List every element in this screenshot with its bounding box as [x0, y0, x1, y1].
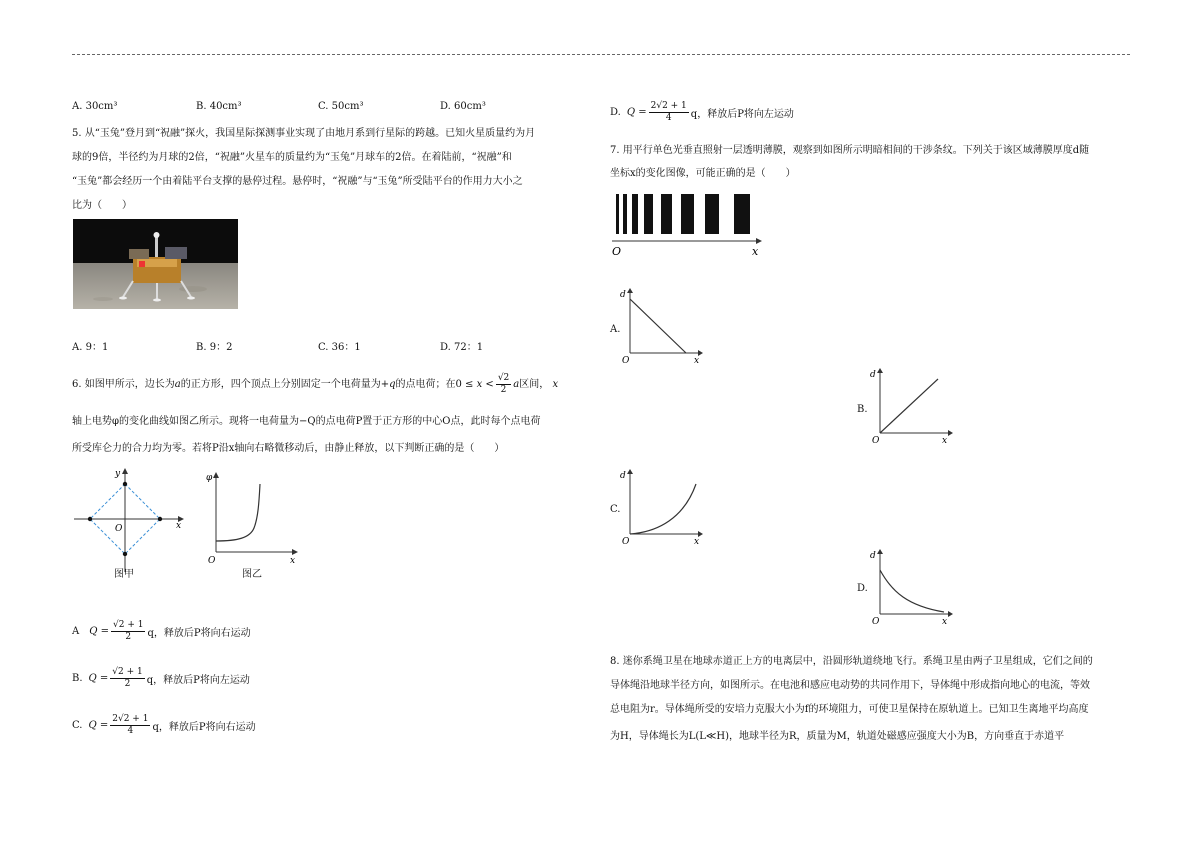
svg-text:d: d — [620, 471, 626, 481]
fig-yi-phi-label: φ — [206, 473, 213, 483]
lunar-rover-photo — [73, 219, 238, 309]
q7-graph-c — [618, 466, 708, 546]
svg-text:O: O — [622, 537, 630, 546]
fringe-o-label: O — [612, 245, 622, 258]
q5-option-c: C. 36：1 — [318, 342, 361, 353]
figure-yi — [202, 468, 302, 568]
q7-option-a-label: A. — [610, 324, 621, 335]
q8-line-4: 为H，导体绳长为L(L≪H)，地球半径为R，质量为M，轨道处磁感应强度大小为B，方向垂直于赤道平 — [610, 731, 1065, 742]
q5-option-d: D. 72：1 — [440, 342, 484, 353]
q7-line-2: 坐标x的变化图像，可能正确的是（ ） — [610, 168, 796, 179]
svg-text:x: x — [694, 356, 700, 365]
q5-line-3: “玉兔”都会经历一个由着陆平台支撑的悬停过程。悬停时，“祝融”与“玉兔”所受陆平台的作用力大小之 — [72, 176, 523, 187]
svg-text:d: d — [870, 551, 876, 561]
figure-yi-caption: 图乙 — [242, 569, 262, 580]
q4-option-b: B. 40cm³ — [196, 101, 242, 112]
q8-line-1: 8. 迷你系绳卫星在地球赤道正上方的电离层中，沿圆形轨道绕地飞行。系绳卫星由两子卫星组成，它们之间的 — [610, 656, 1093, 667]
q4-option-d: D. 60cm³ — [440, 101, 486, 112]
svg-text:d: d — [870, 370, 876, 380]
q7-graph-a — [618, 285, 708, 365]
q7-graph-d — [868, 546, 958, 626]
q6-line-3: 所受库仑力的合力均为零。若将P沿x轴向右略微移动后，由静止释放，以下判断正确的是（ ） — [72, 443, 505, 454]
fig-jia-o-label: O — [115, 524, 123, 534]
q5-line-1: 5. 从“玉兔”登月到“祝融”探火，我国星际探测事业实现了由地月系到行星际的跨越。已知火星质量约为月 — [72, 128, 536, 139]
svg-text:x: x — [694, 537, 700, 546]
svg-text:O: O — [622, 356, 630, 365]
svg-text:x: x — [942, 617, 948, 626]
q7-graph-b — [868, 365, 958, 445]
fringe-x-label: x — [752, 245, 759, 258]
svg-text:x: x — [942, 436, 948, 445]
svg-text:O: O — [872, 436, 880, 445]
q6-line-1: 6. 如图甲所示，边长为a的正方形，四个顶点上分别固定一个电荷量为+q的点电荷；在0 ≤ x < $\frac{√2}{2}$ a区间， x — [72, 373, 559, 395]
fig-jia-x-label: x — [176, 521, 182, 531]
q7-option-d-label: D. — [857, 583, 868, 594]
interference-fringes — [608, 188, 768, 260]
q6-line-2: 轴上电势φ的变化曲线如图乙所示。现将一电荷量为−Q的点电荷P置于正方形的中心O点，此时每个点电荷 — [72, 416, 541, 427]
q5-line-4: 比为（ ） — [72, 200, 132, 211]
q4-option-c: C. 50cm³ — [318, 101, 364, 112]
q6-option-d: D. Q = $\frac{2√2 + 1}{4}$ q，释放后P将向左运动 — [610, 101, 794, 123]
q6-option-a: A Q = $\frac{√2 + 1}{2}$ q，释放后P将向右运动 — [72, 620, 251, 642]
q6-option-c: C. Q = $\frac{2√2 + 1}{4}$ q，释放后P将向右运动 — [72, 714, 256, 736]
fig-yi-o-label: O — [208, 556, 216, 566]
q4-option-a: A. 30cm³ — [72, 101, 118, 112]
figure-jia-caption: 图甲 — [114, 569, 134, 580]
q7-option-c-label: C. — [610, 504, 621, 515]
q5-option-b: B. 9：2 — [196, 342, 233, 353]
fig-yi-x-label: x — [290, 556, 296, 566]
q6-option-b: B. Q = $\frac{√2 + 1}{2}$ q，释放后P将向左运动 — [72, 667, 250, 689]
q7-line-1: 7. 用平行单色光垂直照射一层透明薄膜，观察到如图所示明暗相间的干涉条纹。下列关于该区域薄膜厚度d随 — [610, 145, 1090, 156]
svg-text:d: d — [620, 290, 626, 300]
q5-option-a: A. 9：1 — [72, 342, 109, 353]
q5-line-2: 球的9倍，半径约为月球的2倍，“祝融”火星车的质量约为“玉兔”月球车的2倍。在着陆前，“祝融”和 — [72, 152, 512, 163]
q8-line-2: 导体绳沿地球半径方向，如图所示。在电池和感应电动势的共同作用下，导体绳中形成指向地心的电流，等效 — [610, 680, 1090, 691]
q8-line-3: 总电阻为r。导体绳所受的安培力克服大小为f的环境阻力，可使卫星保持在原轨道上。已知卫生离地平均高度 — [610, 704, 1089, 715]
q7-option-b-label: B. — [857, 404, 868, 415]
fig-jia-y-label: y — [115, 469, 121, 479]
header-rule — [72, 54, 1130, 55]
svg-text:O: O — [872, 617, 880, 626]
